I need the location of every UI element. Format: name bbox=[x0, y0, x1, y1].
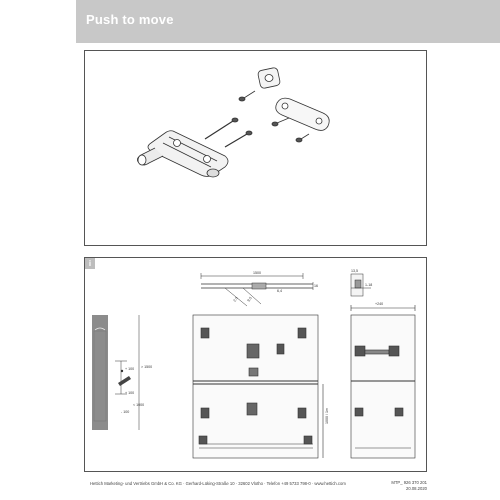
side-section bbox=[351, 305, 415, 458]
footer-company: Hettich Marketing- und Vertriebs GmbH & Co. KG · Gerhard-Lüking-Straße 10 · 32602 Vlotho · Telefon +49 5733 798-0 · www.hettich.com bbox=[90, 481, 346, 486]
dim-small-1: 13,5 bbox=[351, 269, 358, 273]
stopper-block bbox=[257, 67, 280, 89]
dim-left-2: + 100 bbox=[125, 367, 135, 371]
top-section-detail bbox=[201, 273, 313, 306]
installation-drawing-panel bbox=[84, 257, 427, 472]
push-mechanism bbox=[137, 131, 228, 177]
dim-top-1: 1500 bbox=[253, 271, 261, 275]
dim-left-3: < 1000 bbox=[133, 403, 145, 407]
info-tag: i bbox=[85, 258, 95, 269]
mounting-plate bbox=[276, 98, 329, 130]
dim-mid-1: 1000 / 1m bbox=[325, 408, 329, 424]
dim-top-3: 2,5 bbox=[232, 296, 239, 303]
footer-ref-number: MTP_ 926 370 201 bbox=[391, 480, 427, 485]
screw-2 bbox=[272, 118, 289, 126]
page-title: Push to move bbox=[86, 12, 174, 27]
dim-top-5: 6,4 bbox=[277, 289, 282, 293]
dim-left-1: > 1500 bbox=[141, 365, 153, 369]
installation-drawing bbox=[85, 258, 428, 473]
side-elevation bbox=[92, 315, 139, 430]
dim-top-2: 16 bbox=[314, 284, 318, 288]
dim-right-1: +240 bbox=[375, 302, 384, 306]
page-header bbox=[76, 0, 500, 43]
screw-5 bbox=[225, 131, 252, 147]
dim-left-5: - 100 bbox=[121, 410, 130, 414]
exploded-hardware-drawing bbox=[85, 51, 428, 247]
footer-date: 20.08.2020 bbox=[406, 486, 427, 491]
exploded-view-panel bbox=[84, 50, 427, 246]
screw-3 bbox=[296, 134, 309, 142]
footer-reference bbox=[391, 480, 427, 492]
dim-small-2: 1-18 bbox=[365, 283, 373, 287]
dim-left-4: + 100 bbox=[125, 391, 135, 395]
front-elevation bbox=[193, 315, 323, 458]
screw-4 bbox=[205, 118, 238, 139]
dim-top-4: 9,5 bbox=[246, 296, 253, 303]
screw-1 bbox=[239, 91, 255, 101]
